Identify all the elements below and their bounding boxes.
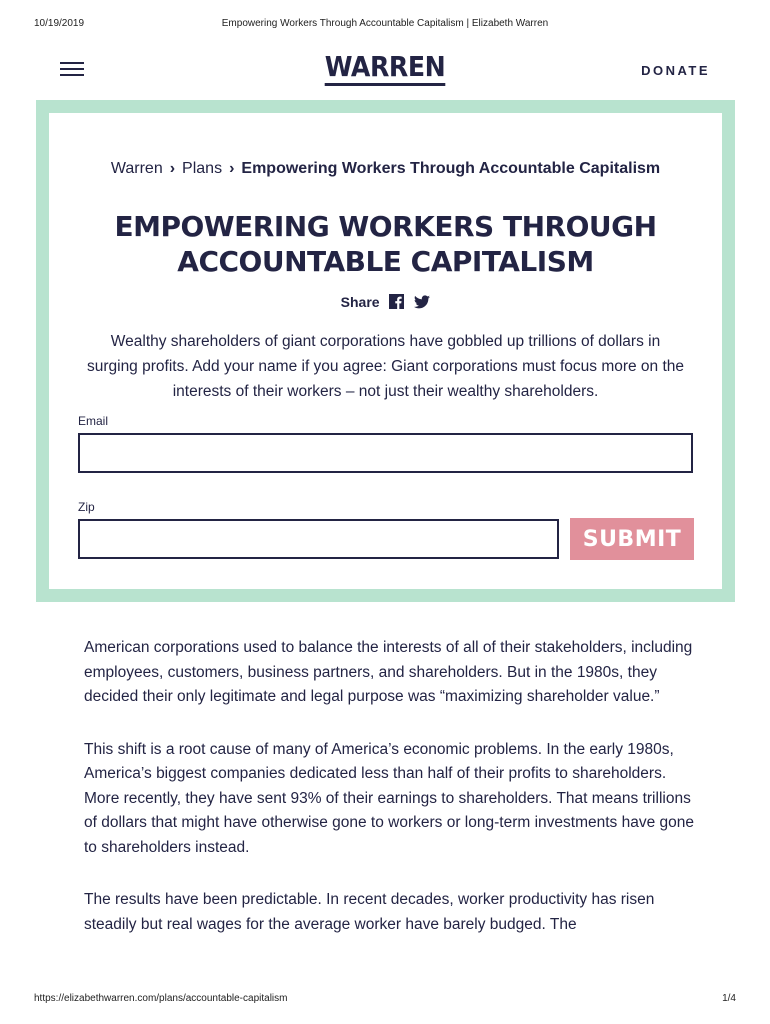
intro-text: Wealthy shareholders of giant corporations have gobbled up trillions of dollars in surging profits. Add your name if you agree: Giant corporations must focus more on the interests of their workers – not just their wealthy shareholders.: [86, 333, 685, 400]
breadcrumb-current: Empowering Workers Through Accountable Capitalism: [241, 160, 661, 177]
print-url: https://elizabethwarren.com/plans/accountable-capitalism: [34, 993, 288, 1004]
article-paragraph: This shift is a root cause of many of America’s economic problems. In the early 1980s, America’s biggest companies dedicated less than half of their profits to shareholders. More recently, they have sent 93% of their earnings to shareholders. That means trillions of dollars that might have otherwise gone to workers or long-term investments have gone to shareholders instead.: [84, 740, 694, 856]
zip-label: Zip: [78, 500, 95, 514]
email-field[interactable]: [78, 433, 693, 473]
chevron-right-icon: ›: [229, 160, 235, 177]
article-paragraph: American corporations used to balance the interests of all of their stakeholders, including employees, customers, business partners, and shareholders. But in the 1980s, they decided their only legitimate and legal purpose was “maximizing shareholder value.”: [84, 639, 693, 705]
submit-button[interactable]: SUBMIT: [570, 518, 694, 560]
logo-text: WARREN: [325, 52, 446, 86]
article-paragraph: The results have been predictable. In recent decades, worker productivity has risen steadily but real wages for the average worker have barely budged. The: [84, 891, 655, 933]
donate-link[interactable]: DONATE: [641, 63, 710, 78]
breadcrumb: [49, 160, 722, 178]
signup-panel: [36, 100, 735, 602]
zip-field[interactable]: [78, 519, 559, 559]
share-label: Share: [340, 294, 380, 310]
email-label: Email: [78, 414, 109, 428]
twitter-icon[interactable]: [414, 295, 430, 312]
breadcrumb-item-warren[interactable]: Warren: [110, 160, 163, 177]
site-header: [0, 50, 770, 90]
article-body: [84, 636, 694, 965]
print-date: 10/19/2019: [34, 18, 85, 29]
print-page-number: 1/4: [722, 993, 736, 1004]
breadcrumb-item-plans[interactable]: Plans: [182, 160, 223, 177]
facebook-icon[interactable]: [389, 294, 404, 312]
print-page-title: Empowering Workers Through Accountable Capitalism | Elizabeth Warren: [221, 18, 549, 29]
page-title: EMPOWERING WORKERS THROUGH ACCOUNTABLE CAPITALISM: [114, 210, 657, 278]
chevron-right-icon: ›: [169, 160, 176, 177]
share-row: [49, 294, 722, 312]
